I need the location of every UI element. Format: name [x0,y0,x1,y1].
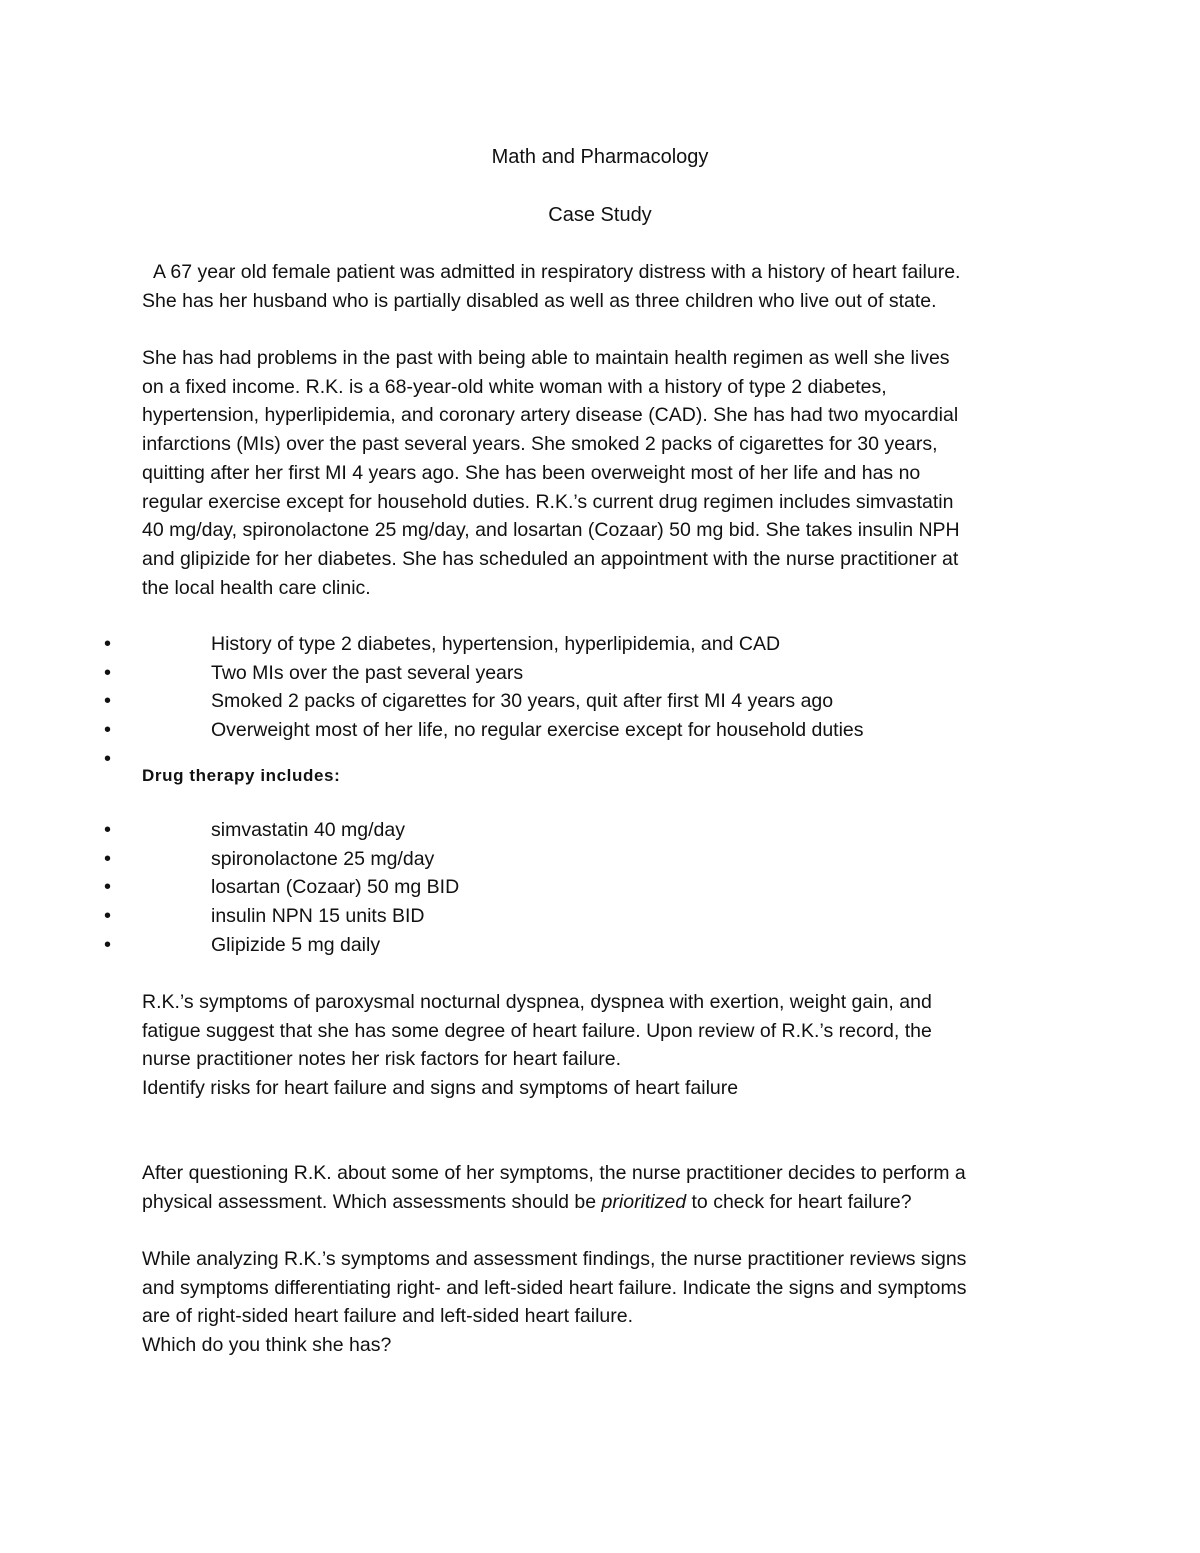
document-title: Math and Pharmacology [491,146,709,168]
symptoms-line: R.K.’s symptoms of paroxysmal nocturnal dyspnea, dyspnea with exertion, weight gain, and [142,991,932,1013]
background-line: regular exercise except for household duties. R.K.’s current drug regimen includes simvastatin [142,490,954,513]
list-item [0,873,1200,902]
bullet-icon: • [104,819,112,841]
bullet-icon: • [104,905,112,928]
background-paragraph [142,344,1082,602]
bullet-icon: • [104,933,112,956]
list-item [0,902,1200,931]
bullet-icon: • [104,747,112,770]
symptoms-line: nurse practitioner notes her risk factors for heart failure. [142,1048,622,1071]
list-item-text: spironolactone 25 mg/day [211,847,435,870]
drug-therapy-heading: Drug therapy includes: [142,766,341,785]
list-item-text: losartan (Cozaar) 50 mg BID [211,876,460,899]
assessment-line: After questioning R.K. about some of her symptoms, the nurse practitioner decides to perform a [142,1162,966,1184]
symptoms-paragraph [142,988,1082,1103]
list-item-text: insulin NPN 15 units BID [211,905,425,928]
bullet-icon: • [104,719,112,742]
assessment-paragraph [142,1159,1082,1216]
list-item-text: History of type 2 diabetes, hypertension, hyperlipidemia, and CAD [211,633,781,655]
list-item-text: simvastatin 40 mg/day [211,819,406,841]
background-line: infarctions (MIs) over the past several years. She smoked 2 packs of cigarettes for 30 years, [142,433,938,456]
background-line: the local health care clinic. [142,576,371,599]
symptoms-line: fatigue suggest that she has some degree of heart failure. Upon review of R.K.’s record, the [142,1019,932,1042]
drug-bullet-list [0,816,1200,959]
background-line: She has had problems in the past with being able to maintain health regimen as well she lives [142,347,950,369]
list-item [0,716,1200,745]
assessment-text: to check for heart failure? [686,1190,912,1213]
history-bullet-list [0,630,1200,773]
intro-paragraph [142,258,1082,315]
background-line: and glipizide for her diabetes. She has scheduled an appointment with the nurse practitioner at [142,547,959,570]
intro-line: She has her husband who is partially disabled as well as three children who live out of state. [142,289,937,312]
bullet-icon: • [104,661,112,684]
intro-line: A 67 year old female patient was admitted in respiratory distress with a history of heart failure. [153,261,961,283]
analysis-line: are of right-sided heart failure and left-sided heart failure. [142,1305,634,1328]
analysis-line: Which do you think she has? [142,1334,392,1357]
list-item [0,659,1200,688]
assessment-text: physical assessment. Which assessments should be [142,1190,602,1213]
symptoms-line: Identify risks for heart failure and signs and symptoms of heart failure [142,1077,739,1100]
bullet-icon: • [104,690,112,713]
background-line: on a fixed income. R.K. is a 68-year-old white woman with a history of type 2 diabetes, [142,375,887,398]
document-subtitle: Case Study [548,204,652,226]
analysis-line: While analyzing R.K.’s symptoms and assessment findings, the nurse practitioner reviews signs [142,1248,967,1270]
list-item-text: Glipizide 5 mg daily [211,933,381,956]
emphasis-text: prioritized [601,1190,687,1213]
list-item-text: Overweight most of her life, no regular exercise except for household duties [211,719,864,742]
list-item [0,630,1200,659]
list-item [0,845,1200,874]
list-item [0,687,1200,716]
list-item [0,931,1200,960]
assessment-line [142,1188,1082,1217]
background-line: quitting after her first MI 4 years ago. She has been overweight most of her life and has no [142,461,921,484]
background-line: hypertension, hyperlipidemia, and coronary artery disease (CAD). She has had two myocardial [142,404,959,427]
analysis-line: and symptoms differentiating right- and left-sided heart failure. Indicate the signs and symptoms [142,1276,967,1299]
bullet-icon: • [104,847,112,870]
list-item [0,816,1200,845]
list-item-text: Two MIs over the past several years [211,661,524,684]
list-item-text: Smoked 2 packs of cigarettes for 30 years, quit after first MI 4 years ago [211,690,834,713]
background-line: 40 mg/day, spironolactone 25 mg/day, and losartan (Cozaar) 50 mg bid. She takes insulin NPH [142,519,960,542]
bullet-icon: • [104,876,112,899]
bullet-icon: • [104,633,112,655]
analysis-paragraph [142,1245,1082,1360]
